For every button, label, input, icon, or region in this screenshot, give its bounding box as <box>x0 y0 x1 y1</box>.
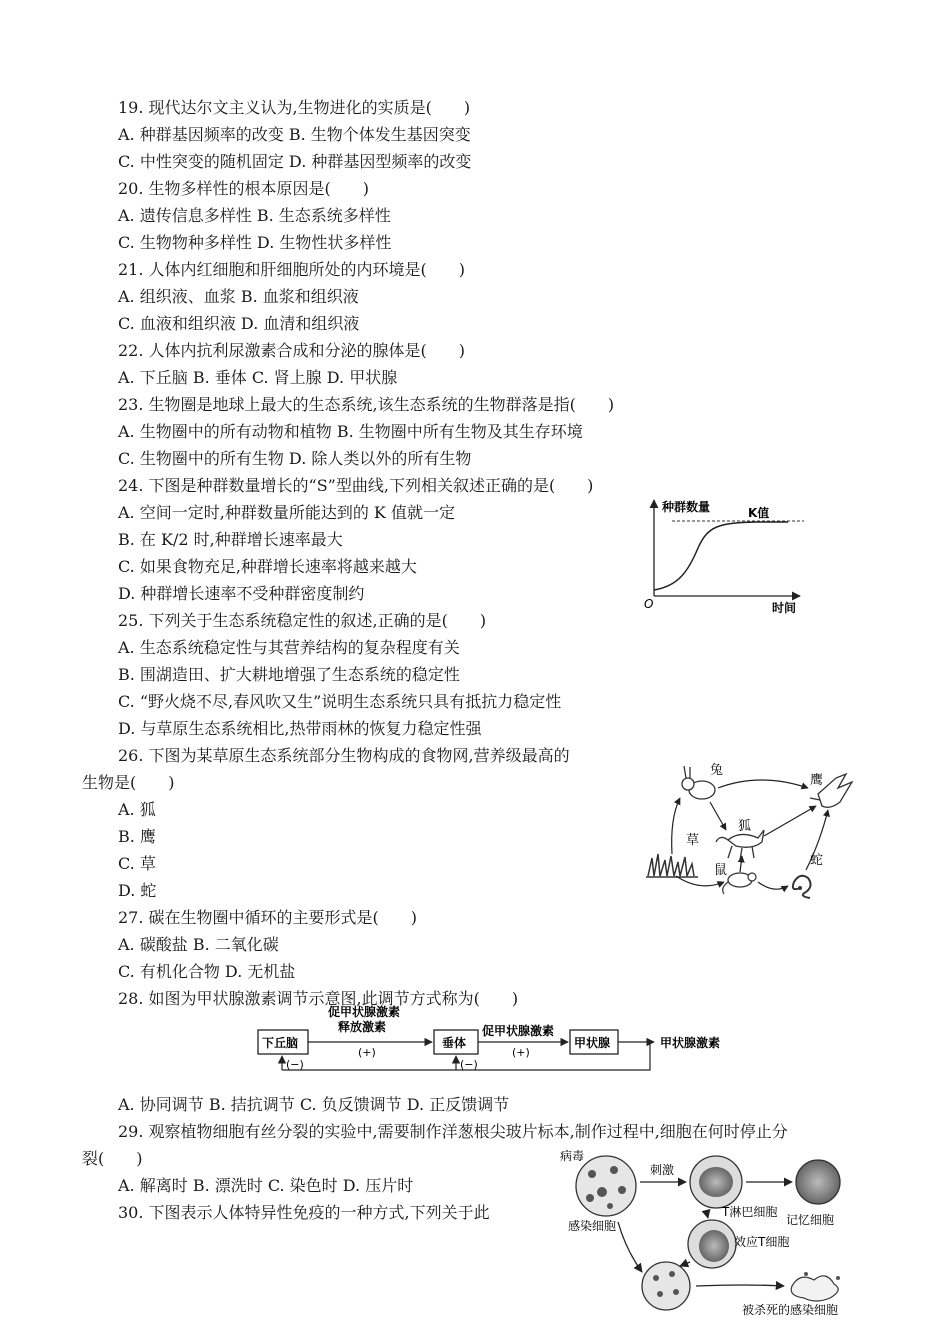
rabbit-label: 兔 <box>710 763 724 778</box>
virus-label: 病毒 <box>560 1149 585 1163</box>
q21-options-ab: A. 组织液、血浆 B. 血浆和组织液 <box>118 287 359 306</box>
eagle-label: 鹰 <box>810 773 824 788</box>
q20-options-cd: C. 生物物种多样性 D. 生物性状多样性 <box>118 233 392 252</box>
q20-options-ab: A. 遗传信息多样性 B. 生态系统多样性 <box>118 206 391 225</box>
hypothalamus-label: 下丘脑 <box>262 1036 299 1050</box>
fox-label: 狐 <box>738 819 752 834</box>
y-axis-label: 种群数量 <box>662 500 711 514</box>
memory-cell-label: 记忆细胞 <box>786 1213 835 1227</box>
q24-option-d: D. 种群增长速率不受种群密度制约 <box>118 584 365 603</box>
q21-stem: 21. 人体内红细胞和肝细胞所处的内环境是( ) <box>118 260 466 279</box>
food-web-figure <box>640 758 862 908</box>
t-lymphocyte-label: T淋巴细胞 <box>722 1205 778 1219</box>
q28-stem: 28. 如图为甲状腺激素调节示意图,此调节方式称为( ) <box>118 989 519 1008</box>
trh-label-line2: 释放激素 <box>338 1020 387 1034</box>
memory-cell-icon <box>796 1160 840 1204</box>
q23-stem: 23. 生物圈是地球上最大的生态系统,该生态系统的生物群落是指( ) <box>118 395 615 414</box>
effector-t-cell-icon <box>688 1220 736 1268</box>
infected-cell-label: 感染细胞 <box>568 1219 617 1233</box>
q29-stem-line1: 29. 观察植物细胞有丝分裂的实验中,需要制作洋葱根尖玻片标本,制作过程中,细胞在何时停止分 <box>118 1122 788 1141</box>
q24-stem: 24. 下图是种群数量增长的“S”型曲线,下列相关叙述正确的是( ) <box>118 476 594 495</box>
q27-options-ab: A. 碳酸盐 B. 二氧化碳 <box>118 935 279 954</box>
minus-sign-2: (−) <box>460 1058 478 1071</box>
q26-stem-line1: 26. 下图为某草原生态系统部分生物构成的食物网,营养级最高的 <box>118 746 570 765</box>
snake-icon <box>793 876 811 898</box>
mouse-icon <box>723 873 756 894</box>
origin-label: O <box>644 597 654 611</box>
thyroid-label: 甲状腺 <box>574 1036 611 1050</box>
q24-option-a: A. 空间一定时,种群数量所能达到的 K 值就一定 <box>118 503 455 522</box>
pituitary-label: 垂体 <box>442 1036 467 1050</box>
t-lymphocyte-icon <box>690 1156 742 1208</box>
q25-option-a: A. 生态系统稳定性与其营养结构的复杂程度有关 <box>118 638 460 657</box>
dead-cell-icon <box>791 1272 840 1301</box>
immunity-figure <box>556 1146 860 1316</box>
q23-options-cd: C. 生物圈中的所有生物 D. 除人类以外的所有生物 <box>118 449 472 468</box>
q22-options: A. 下丘脑 B. 垂体 C. 肾上腺 D. 甲状腺 <box>118 368 398 387</box>
q27-stem: 27. 碳在生物圈中循环的主要形式是( ) <box>118 908 418 927</box>
s-curve <box>654 522 788 590</box>
s-curve-figure <box>638 492 810 622</box>
x-axis-label: 时间 <box>772 601 797 615</box>
q27-options-cd: C. 有机化合物 D. 无机盐 <box>118 962 296 981</box>
q20-stem: 20. 生物多样性的根本原因是( ) <box>118 179 370 198</box>
plus-sign-1: (+) <box>358 1046 376 1059</box>
trh-label-line1: 促甲状腺激素 <box>328 1005 401 1019</box>
q24-option-c: C. 如果食物充足,种群增长速率将越来越大 <box>118 557 417 576</box>
tsh-label: 促甲状腺激素 <box>482 1024 555 1038</box>
q22-stem: 22. 人体内抗利尿激素合成和分泌的腺体是( ) <box>118 341 466 360</box>
q25-option-d: D. 与草原生态系统相比,热带雨林的恢复力稳定性强 <box>118 719 482 738</box>
infected-cell-icon <box>576 1156 636 1216</box>
q25-option-b: B. 围湖造田、扩大耕地增强了生态系统的稳定性 <box>118 665 460 684</box>
q24-option-b: B. 在 K/2 时,种群增长速率最大 <box>118 530 343 549</box>
q26-stem-line2: 生物是( ) <box>82 773 175 792</box>
grass-icon <box>646 854 698 877</box>
q19-options-cd: C. 中性突变的随机固定 D. 种群基因型频率的改变 <box>118 152 472 171</box>
stimulus-label: 刺激 <box>650 1163 675 1177</box>
plus-sign-2: (+) <box>512 1046 530 1059</box>
q29-stem-line2: 裂( ) <box>82 1149 143 1168</box>
q25-stem: 25. 下列关于生态系统稳定性的叙述,正确的是( ) <box>118 611 487 630</box>
q29-options: A. 解离时 B. 漂洗时 C. 染色时 D. 压片时 <box>118 1176 414 1195</box>
q21-options-cd: C. 血液和组织液 D. 血清和组织液 <box>118 314 360 333</box>
q26-option-c: C. 草 <box>118 854 156 873</box>
effector-t-cell-label: 效应T细胞 <box>734 1235 790 1249</box>
q19-options-ab: A. 种群基因频率的改变 B. 生物个体发生基因突变 <box>118 125 471 144</box>
thyroid-hormone-label: 甲状腺激素 <box>660 1036 721 1050</box>
q26-option-d: D. 蛇 <box>118 881 157 900</box>
minus-sign-1: (−) <box>286 1058 304 1071</box>
q26-option-a: A. 狐 <box>118 800 156 819</box>
q23-options-ab: A. 生物圈中的所有动物和植物 B. 生物圈中所有生物及其生存环境 <box>118 422 583 441</box>
q28-options: A. 协同调节 B. 拮抗调节 C. 负反馈调节 D. 正反馈调节 <box>118 1095 510 1114</box>
snake-label: 蛇 <box>810 853 824 868</box>
mouse-label: 鼠 <box>714 863 728 878</box>
grass-label: 草 <box>686 833 700 848</box>
killed-cell-label: 被杀死的感染细胞 <box>742 1303 839 1316</box>
fox-icon <box>716 830 764 860</box>
q25-option-c: C. “野火烧不尽,春风吹又生”说明生态系统只具有抵抗力稳定性 <box>118 692 562 711</box>
attacked-cell-icon <box>642 1262 690 1310</box>
k-value-label: K值 <box>748 506 770 520</box>
q26-option-b: B. 鹰 <box>118 827 156 846</box>
q30-stem: 30. 下图表示人体特异性免疫的一种方式,下列关于此 <box>118 1203 490 1222</box>
q19-stem: 19. 现代达尔文主义认为,生物进化的实质是( ) <box>118 98 471 117</box>
thyroid-regulation-figure <box>250 1002 740 1074</box>
